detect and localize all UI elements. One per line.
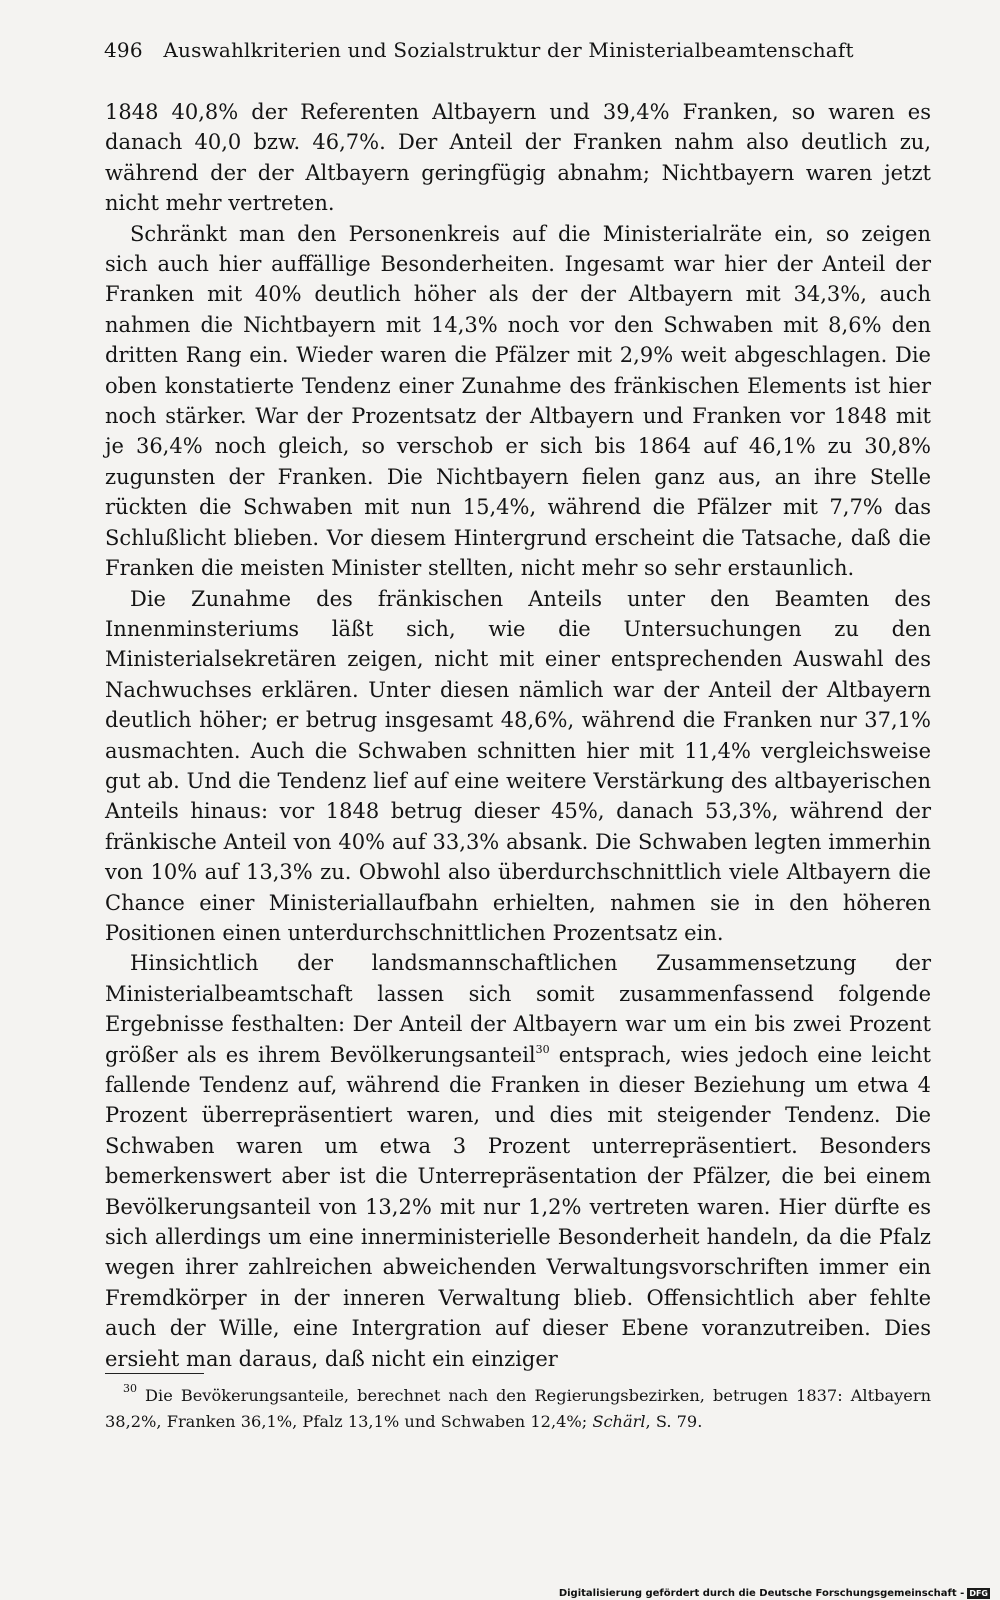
running-title: Auswahlkriterien und Sozialstruktur der Ministerialbeamtenschaft [163,38,854,62]
footer-credit: Digitalisierung gefördert durch die Deutsche Forschungsgemeinschaft - [558,1587,965,1599]
running-header [104,38,934,62]
paragraph-3: Die Zunahme des fränkischen Anteils unter den Beamten des Innenminsteriums läßt sich, wie die Untersuchungen zu den Ministerialsekretären zeigen, nicht mit einer entsprechenden Auswahl des Nachwuchses erklären. Unter diesen nämlich war der Anteil der Altbayern deutlich höher; er betrug insgesamt 48,6%, während die Franken nur 37,1% ausmachten. Auch die Schwaben schnitten hier mit 11,4% vergleichsweise gut ab. Und die Tendenz lief auf eine weitere Verstärkung des altbayerischen Anteils hinaus: vor 1848 betrug dieser 45%, danach 53,3%, während der fränkische Anteil von 40% auf 33,3% absank. Die Schwaben legten immerhin von 10% auf 13,3% zu. Obwohl also überdurchschnittlich viele Altbayern die Chance einer Ministeriallaufbahn erhielten, nahmen sie in den höheren Positionen einen unterdurchschnittlichen Prozentsatz ein. [105,586,931,945]
footnote-divider [105,1373,204,1374]
paragraph-4 [105,948,931,1374]
page-number: 496 [104,38,143,62]
footnote-body-end: , S. 79. [645,1412,703,1431]
paragraph-4-text-b: entsprach, wies jedoch eine leicht fallende Tendenz auf, während die Franken in dieser Beziehung um etwa 4 Prozent überrepräsentiert waren, und dies mit steigender Tendenz. Die Schwaben waren um etwa 3 Prozent unterrepräsentiert. Besonders bemerkenswert aber ist die Unterrepräsentation der Pfälzer, die bei einem Bevölkerungsanteil von 13,2% mit nur 1,2% vertreten waren. Hier dürfte es sich allerdings um eine innerministerielle Besonderheit handeln, da die Pfalz wegen ihrer zahlreichen abweichenden Verwaltungsvorschriften immer ein Fremdkörper in der inneren Verwaltung blieb. Offensichtlich aber fehlte auch der Wille, eine Intergration auf dieser Ebene voranzutreiben. Dies ersieht man daraus, daß nicht ein einziger [105,1042,931,1371]
footnote-text [105,1383,931,1435]
dfg-logo: DFG [969,1588,988,1598]
paragraph-1: 1848 40,8% der Referenten Altbayern und 39,4% Franken, so waren es danach 40,0 bzw. 46,7%. Der Anteil der Franken nahm also deutlich zu, während der der Altbayern geringfügig abnahm; Nichtbayern waren jetzt nicht mehr vertreten. [105,100,931,216]
footnote-citation-author: Schärl [592,1412,646,1431]
body-text [105,97,931,1374]
paragraph-4-text-a: Hinsichtlich der landsmannschaftlichen Zusammensetzung der Ministerialbeamtschaft lassen sich somit zusammenfassend folgende Ergebnisse festhalten: Der Anteil der Altbayern war um ein bis zwei Prozent größer als es ihrem Bevölkerungsanteil [105,951,931,1067]
digitization-footer [559,1586,990,1600]
footnote-number: 30 [123,1382,137,1395]
paragraph-2: Schränkt man den Personenkreis auf die Ministerialräte ein, so zeigen sich auch hier auffällige Besonderheiten. Ingesamt war hier der Anteil der Franken mit 40% deutlich höher als der der Altbayern mit 34,3%, auch nahmen die Nichtbayern mit 14,3% noch vor den Schwaben mit 8,6% den dritten Rang ein. Wieder waren die Pfälzer mit 2,9% weit abgeschlagen. Die oben konstatierte Tendenz einer Zunahme des fränkischen Elements ist hier noch stärker. War der Prozentsatz der Altbayern und Franken vor 1848 mit je 36,4% noch gleich, so verschob er sich bis 1864 auf 46,1% zu 30,8% zugunsten der Franken. Die Nichtbayern fielen ganz aus, an ihre Stelle rückten die Schwaben mit nun 15,4%, während die Pfälzer mit 7,7% das Schlußlicht blieben. Vor diesem Hintergrund erscheint die Tatsache, daß die Franken die meisten Minister stellten, nicht mehr so sehr erstaunlich. [105,221,931,581]
footnote [105,1383,931,1435]
footnote-body: Die Bevökerungsanteile, berechnet nach den Regierungsbezirken, betrugen 1837: Altbayern 38,2%, Franken 36,1%, Pfalz 13,1% und Schwaben 12,4%; [105,1386,931,1431]
footnote-reference[interactable]: 30 [535,1042,550,1056]
